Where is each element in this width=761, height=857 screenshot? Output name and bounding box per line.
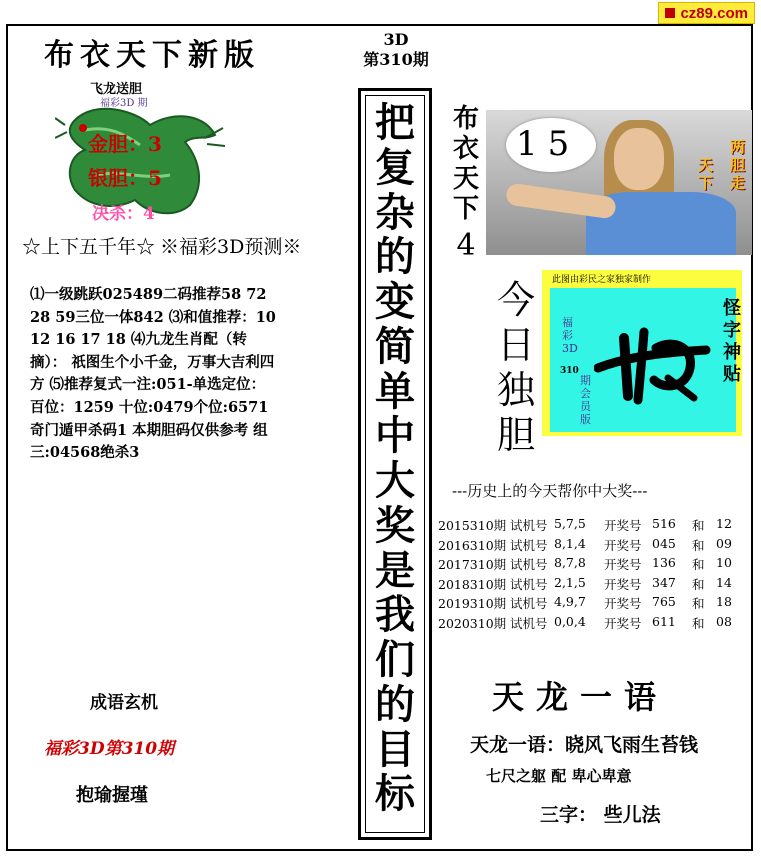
dragon-caption: 飞龙送胆 <box>90 82 143 97</box>
open-label-cell: 开奖号 <box>604 518 642 533</box>
period-cell: 2016310期 <box>438 537 507 553</box>
banner-char: 大 <box>375 457 415 504</box>
and-cell: 和 <box>692 537 705 553</box>
banner-char: 我 <box>375 591 415 639</box>
test-cell: 5,7,5 <box>554 516 586 531</box>
woman-photo <box>486 110 752 255</box>
talisman-caption: 此图由彩民之家独家制作 <box>552 275 652 285</box>
silver-pick: 银胆：5 <box>88 166 162 190</box>
table-row <box>438 575 742 595</box>
sum-cell: 08 <box>716 613 732 629</box>
period-cell: 2017310期 <box>438 557 507 572</box>
banner-char: 杂 <box>375 188 415 236</box>
and-cell: 和 <box>692 615 705 631</box>
and-cell: 和 <box>692 596 705 611</box>
period-cell: 2020310期 <box>438 615 507 631</box>
table-row <box>438 516 742 536</box>
talisman-panel <box>550 288 741 432</box>
open-cell: 136 <box>652 555 676 570</box>
lottery-name: 3D <box>383 30 409 49</box>
banner-char: 奖 <box>375 501 415 549</box>
buyi-char: 下 <box>452 194 479 224</box>
gold-pick: 金胆：3 <box>88 132 162 156</box>
today-char: 独 <box>496 368 535 412</box>
banner-char: 是 <box>375 546 415 594</box>
banner-char: 们 <box>375 636 415 683</box>
talisman-left-text: 福彩3D <box>562 316 578 355</box>
talisman-glyph-icon <box>594 318 712 408</box>
test-cell: 8,1,4 <box>554 535 586 551</box>
open-label-cell: 开奖号 <box>604 557 642 572</box>
watermark-text: cz89.com <box>680 4 748 22</box>
talisman-left-text2: 期会员版 <box>580 374 591 426</box>
tianlong-line1: 天龙一语：晓风飞雨生苔钱 <box>470 734 699 756</box>
history-table <box>438 516 742 633</box>
history-title: ---历史上的今天帮你中大奖--- <box>452 482 648 500</box>
banner-char: 的 <box>375 233 415 281</box>
watermark-square-icon <box>665 8 675 18</box>
open-cell: 765 <box>652 594 676 609</box>
open-cell: 516 <box>652 516 676 531</box>
and-cell: 和 <box>692 518 705 533</box>
sum-cell: 18 <box>716 594 732 609</box>
and-cell: 和 <box>692 557 705 572</box>
idiom-issue: 福彩3D第310期 <box>44 739 175 759</box>
dragon-subcaption: 福彩3D 期 <box>100 98 148 109</box>
period-cell: 2015310期 <box>438 518 507 533</box>
today-label <box>492 278 540 458</box>
today-char: 今 <box>496 278 535 322</box>
prediction-text: ⑴一级跳跃025489二码推荐58 72 28 59三位一体842 ⑶和值推荐：10 12 16 17 18 ⑷九龙生肖配（转摘）： 祇图生个小千金，万事大吉利四方 ⑸推荐复式一注:051-单选定位：百位：1259 十位:0479个位:6571奇门遁甲杀码1 本期胆码仅供参考 组三:04568绝杀3 <box>30 286 276 462</box>
talisman-char: 怪 <box>723 298 741 319</box>
ribbon-right: 两胆走 <box>730 138 746 192</box>
site-watermark[interactable] <box>658 2 755 24</box>
buyi-char: 天 <box>452 164 479 194</box>
open-cell: 045 <box>652 535 676 551</box>
open-cell: 347 <box>652 574 676 590</box>
band-left: ☆上下五千年☆ <box>22 236 156 258</box>
period-cell: 2018310期 <box>438 576 507 592</box>
bubble-number: 15 <box>516 124 580 164</box>
banner-char: 标 <box>375 770 415 818</box>
test-label-cell: 试机号 <box>510 537 548 553</box>
buyi-char: 衣 <box>452 134 479 164</box>
band-right: ※福彩3D预测※ <box>160 236 302 258</box>
test-label-cell: 试机号 <box>510 576 548 592</box>
test-label-cell: 试机号 <box>510 518 548 533</box>
buyi-title <box>448 104 484 224</box>
today-char: 日 <box>496 323 535 367</box>
talisman-issue-num: 310 <box>560 366 579 376</box>
and-cell: 和 <box>692 576 705 592</box>
open-label-cell: 开奖号 <box>604 596 642 611</box>
talisman-right-text <box>720 298 744 386</box>
banner-char: 复 <box>375 143 415 191</box>
ribbon-left: 天下 <box>698 156 714 192</box>
sum-cell: 12 <box>716 516 732 531</box>
period-cell: 2019310期 <box>438 596 507 611</box>
test-label-cell: 试机号 <box>510 596 548 611</box>
sum-cell: 14 <box>716 574 732 590</box>
idiom-answer: 抱瑜握瑾 <box>76 785 148 806</box>
open-label-cell: 开奖号 <box>604 537 642 553</box>
sum-cell: 09 <box>716 535 732 551</box>
test-cell: 2,1,5 <box>554 574 586 590</box>
page-title: 布衣天下新版 <box>44 38 260 73</box>
today-char: 胆 <box>496 413 535 457</box>
test-cell: 0,0,4 <box>554 613 586 629</box>
test-cell: 4,9,7 <box>554 594 586 609</box>
vertical-banner <box>358 88 432 840</box>
issue-number: 第310期 <box>363 50 429 69</box>
tianlong-line2: 七尺之躯 配 卑心卑意 <box>486 767 632 785</box>
photo-head <box>614 128 664 190</box>
test-label-cell: 试机号 <box>510 615 548 631</box>
talisman-char: 贴 <box>723 364 741 385</box>
test-label-cell: 试机号 <box>510 557 548 572</box>
kill-pick: 决杀：4 <box>92 204 155 224</box>
banner-char: 目 <box>375 725 415 773</box>
talisman-box <box>542 270 742 436</box>
issue-label <box>356 30 436 70</box>
tianlong-line3: 三字： 些儿法 <box>540 804 661 826</box>
banner-char: 单 <box>375 367 415 415</box>
buyi-number: 4 <box>456 228 476 263</box>
banner-char: 把 <box>375 99 415 146</box>
talisman-char: 字 <box>723 320 741 341</box>
idiom-title: 成语玄机 <box>90 693 158 713</box>
banner-char: 中 <box>375 412 415 460</box>
banner-char: 的 <box>375 680 415 728</box>
open-cell: 611 <box>652 613 676 629</box>
table-row <box>438 614 742 634</box>
banner-char: 变 <box>375 278 415 325</box>
table-row <box>438 555 742 575</box>
open-label-cell: 开奖号 <box>604 615 642 631</box>
talisman-char: 神 <box>723 342 741 363</box>
table-row <box>438 536 742 556</box>
banner-char: 简 <box>375 322 415 370</box>
table-row <box>438 594 742 614</box>
buyi-char: 布 <box>452 104 479 134</box>
photo-arm <box>505 182 617 219</box>
test-cell: 8,7,8 <box>554 555 586 570</box>
tianlong-title: 天龙一语 <box>492 678 669 716</box>
sum-cell: 10 <box>716 555 732 570</box>
open-label-cell: 开奖号 <box>604 576 642 592</box>
